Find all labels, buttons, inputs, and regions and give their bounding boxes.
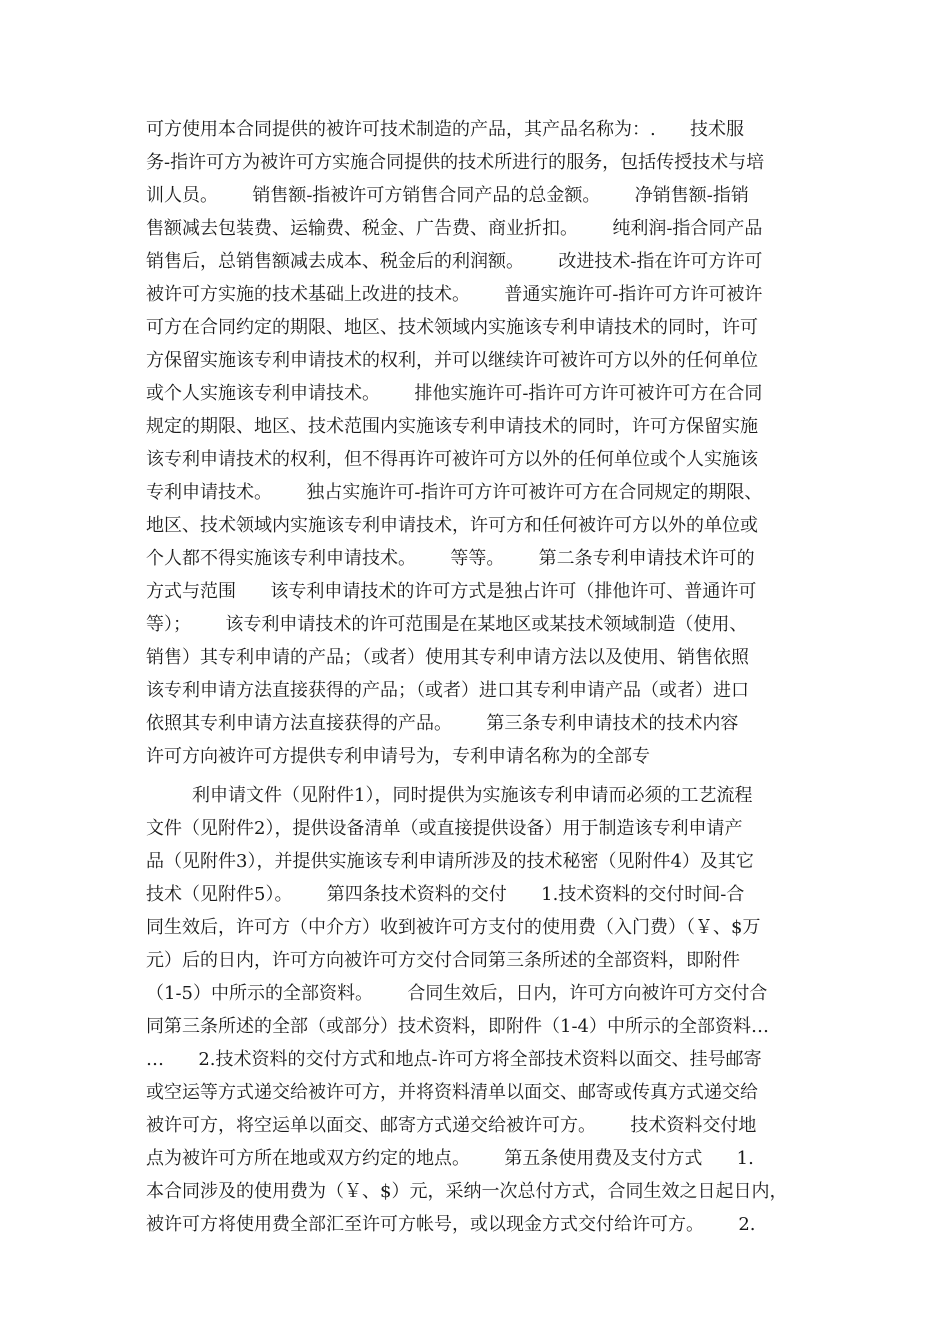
text-line: 务-指许可方为被许可方实施合同提供的技术所进行的服务，包括传授技术与培 — [146, 152, 765, 173]
text-line: 被许可方，将空运单以面交、邮寄方式递交给被许可方。 技术资料交付地 — [146, 1115, 757, 1136]
text-line: 点为被许可方所在地或双方约定的地点。 第五条使用费及支付方式 1. — [146, 1148, 754, 1169]
text-line: 或个人实施该专利申请技术。 排他实施许可-指许可方许可被许可方在合同 — [146, 383, 763, 404]
text-line: 同第三条所述的全部（或部分）技术资料，即附件（1-4）中所示的全部资料… — [146, 1016, 769, 1037]
text-line: 文件（见附件2），提供设备清单（或直接提供设备）用于制造该专利申请产 — [146, 818, 743, 839]
text-line: 销售）其专利申请的产品；（或者）使用其专利申请方法以及使用、销售依照 — [146, 647, 749, 668]
text-line: 等）； 该专利申请技术的许可范围是在某地区或某技术领域制造（使用、 — [146, 614, 748, 635]
text-line: 或空运等方式递交给被许可方，并将资料清单以面交、邮寄或传真方式递交给 — [146, 1082, 758, 1103]
text-line: 被许可方将使用费全部汇至许可方帐号，或以现金方式交付给许可方。 2. — [146, 1214, 756, 1235]
text-line: 被许可方实施的技术基础上改进的技术。 普通实施许可-指许可方许可被许 — [146, 284, 763, 305]
text-line: 专利申请技术。 独占实施许可-指许可方许可被许可方在合同规定的期限、 — [146, 482, 763, 503]
text-line: 可方在合同约定的期限、地区、技术领域内实施该专利申请技术的同时，许可 — [146, 317, 758, 338]
text-line: 可方使用本合同提供的被许可技术制造的产品，其产品名称为：. 技术服 — [146, 119, 745, 140]
text-line: … 2.技术资料的交付方式和地点-许可方将全部技术资料以面交、挂号邮寄 — [146, 1049, 762, 1070]
text-line: 技术（见附件5）。 第四条技术资料的交付 1.技术资料的交付时间-合 — [146, 884, 745, 905]
text-line: 品（见附件3），并提供实施该专利申请所涉及的技术秘密（见附件4）及其它 — [146, 851, 754, 872]
text-line: 训人员。 销售额-指被许可方销售合同产品的总金额。 净销售额-指销 — [146, 185, 749, 206]
text-line: 方保留实施该专利申请技术的权利，并可以继续许可被许可方以外的任何单位 — [146, 350, 758, 371]
text-line: 个人都不得实施该专利申请技术。 等等。 第二条专利申请技术许可的 — [146, 548, 755, 569]
text-line: 方式与范围 该专利申请技术的许可方式是独占许可（排他许可、普通许可 — [146, 581, 757, 602]
text-line: 许可方向被许可方提供专利申请号为，专利申请名称为的全部专 — [146, 746, 650, 767]
text-line: 规定的期限、地区、技术范围内实施该专利申请技术的同时，许可方保留实施 — [146, 416, 758, 437]
text-line: 本合同涉及的使用费为（￥、$）元，采纳一次总付方式，合同生效之日起日内， — [146, 1181, 788, 1202]
text-line: （1-5）中所示的全部资料。 合同生效后，日内，许可方向被许可方交付合 — [146, 983, 768, 1004]
text-line: 该专利申请技术的权利，但不得再许可被许可方以外的任何单位或个人实施该 — [146, 449, 758, 470]
text-line: 售额减去包装费、运输费、税金、广告费、商业折扣。 纯利润-指合同产品 — [146, 218, 763, 239]
text-line: 销售后，总销售额减去成本、税金后的利润额。 改进技术-指在许可方许可 — [146, 251, 763, 272]
text-line: 同生效后，许可方（中介方）收到被许可方支付的使用费（入门费）（￥、$万 — [146, 917, 761, 938]
text-line: 该专利申请方法直接获得的产品；（或者）进口其专利申请产品（或者）进口 — [146, 680, 749, 701]
text-line: 地区、技术领域内实施该专利申请技术，许可方和任何被许可方以外的单位或 — [146, 515, 758, 536]
text-line: 利申请文件（见附件1），同时提供为实施该专利申请而必须的工艺流程 — [192, 785, 753, 806]
text-line: 元）后的日内，许可方向被许可方交付合同第三条所述的全部资料，即附件 — [146, 950, 740, 971]
text-line: 依照其专利申请方法直接获得的产品。 第三条专利申请技术的技术内容 — [146, 713, 739, 734]
